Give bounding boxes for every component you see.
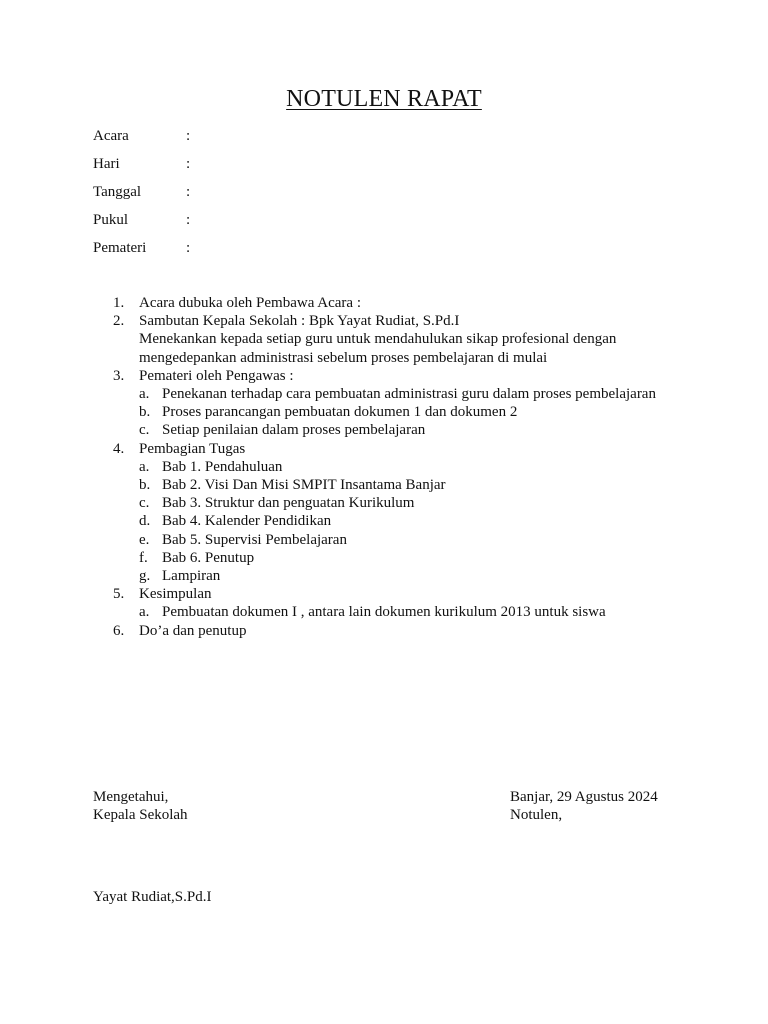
subitem-letter: b. bbox=[139, 404, 151, 421]
agenda-subitem bbox=[139, 567, 713, 585]
agenda-subitem bbox=[139, 385, 713, 403]
agenda-text: Kesimpulan bbox=[139, 586, 212, 603]
field-label: Tanggal bbox=[93, 184, 142, 200]
agenda-subitem bbox=[139, 494, 713, 512]
field-colon: : bbox=[186, 156, 191, 172]
agenda-subitem bbox=[139, 603, 713, 621]
subitem-letter: b. bbox=[139, 477, 151, 494]
agenda-subitem bbox=[139, 458, 713, 476]
agenda-subitem bbox=[139, 549, 713, 567]
agenda-item bbox=[113, 294, 713, 312]
subitem-text: Proses parancangan pembuatan dokumen 1 dan dokumen 2 bbox=[162, 404, 518, 421]
subitem-text: Bab 4. Kalender Pendidikan bbox=[162, 513, 332, 530]
agenda-text: Pembagian Tugas bbox=[139, 440, 246, 457]
field-row-pemateri bbox=[93, 238, 198, 266]
page-title: NOTULEN RAPAT bbox=[286, 86, 482, 112]
agenda-subitem bbox=[139, 512, 713, 530]
subitem-text: Bab 5. Supervisi Pembelajaran bbox=[162, 531, 347, 548]
agenda-text: Do’a dan penutup bbox=[139, 622, 247, 639]
subitem-text: Lampiran bbox=[162, 568, 221, 585]
signature-block-right bbox=[510, 788, 658, 824]
subitem-text: Bab 6. Penutup bbox=[162, 549, 255, 566]
sign-right-line1: Banjar, 29 Agustus 2024 bbox=[510, 789, 658, 805]
agenda-subitem bbox=[139, 531, 713, 549]
field-label: Pukul bbox=[93, 212, 129, 228]
agenda-item bbox=[113, 367, 713, 385]
agenda-text: Pemateri oleh Pengawas : bbox=[139, 367, 294, 384]
subitem-letter: a. bbox=[139, 386, 150, 403]
agenda-description-line: Menekankan kepada setiap guru untuk mendahulukan sikap profesional dengan bbox=[139, 331, 617, 348]
subitem-letter: g. bbox=[139, 568, 151, 585]
field-colon: : bbox=[186, 128, 191, 144]
agenda-number: 6. bbox=[113, 622, 125, 639]
field-colon: : bbox=[186, 240, 191, 256]
agenda-item bbox=[113, 622, 713, 640]
agenda-item bbox=[113, 440, 713, 458]
agenda-subitem bbox=[139, 403, 713, 421]
subitem-letter: f. bbox=[139, 549, 148, 566]
sign-left-line2: Kepala Sekolah bbox=[93, 807, 188, 824]
subitem-text: Pembuatan dokumen I , antara lain dokumen kurikulum 2013 untuk siswa bbox=[162, 604, 606, 621]
signature-block-left bbox=[93, 788, 188, 824]
sign-right-line2: Notulen, bbox=[510, 807, 563, 824]
agenda-text: Acara dubuka oleh Pembawa Acara : bbox=[139, 295, 361, 311]
field-label: Hari bbox=[93, 156, 120, 172]
agenda-subitem bbox=[139, 421, 713, 439]
field-row-acara bbox=[93, 126, 198, 154]
field-row-pukul bbox=[93, 210, 198, 238]
agenda-text: Sambutan Kepala Sekolah : Bpk Yayat Rudiat, S.Pd.I bbox=[139, 313, 460, 330]
subitem-letter: a. bbox=[139, 458, 150, 475]
agenda-item bbox=[113, 312, 713, 330]
subitem-letter: d. bbox=[139, 513, 151, 530]
sign-left-line1: Mengetahui, bbox=[93, 789, 169, 805]
field-label: Acara bbox=[93, 128, 129, 144]
agenda-number: 5. bbox=[113, 586, 125, 603]
agenda-number: 4. bbox=[113, 440, 125, 457]
field-row-hari bbox=[93, 154, 198, 182]
signer-name: Yayat Rudiat,S.Pd.I bbox=[93, 889, 212, 905]
subitem-text: Setiap penilaian dalam proses pembelajaran bbox=[162, 422, 426, 439]
subitem-text: Penekanan terhadap cara pembuatan administrasi guru dalam proses pembelajaran bbox=[162, 386, 656, 403]
subitem-text: Bab 3. Struktur dan penguatan Kurikulum bbox=[162, 495, 415, 512]
agenda-description-line: mengedepankan administrasi sebelum proses pembelajaran di mulai bbox=[139, 349, 548, 366]
subitem-letter: e. bbox=[139, 531, 150, 548]
agenda-number: 1. bbox=[113, 295, 125, 311]
subitem-text: Bab 1. Pendahuluan bbox=[162, 458, 283, 475]
agenda-number: 2. bbox=[113, 313, 125, 330]
agenda-number: 3. bbox=[113, 367, 125, 384]
field-colon: : bbox=[186, 212, 191, 228]
agenda-subitem bbox=[139, 476, 713, 494]
field-colon: : bbox=[186, 184, 191, 200]
subitem-letter: a. bbox=[139, 604, 150, 621]
agenda-list bbox=[113, 294, 713, 640]
subitem-letter: c. bbox=[139, 422, 150, 439]
agenda-item bbox=[113, 585, 713, 603]
meeting-fields bbox=[93, 126, 198, 266]
field-row-tanggal bbox=[93, 182, 198, 210]
field-label: Pemateri bbox=[93, 240, 147, 256]
subitem-text: Bab 2. Visi Dan Misi SMPIT Insantama Banjar bbox=[162, 477, 446, 494]
subitem-letter: c. bbox=[139, 495, 150, 512]
